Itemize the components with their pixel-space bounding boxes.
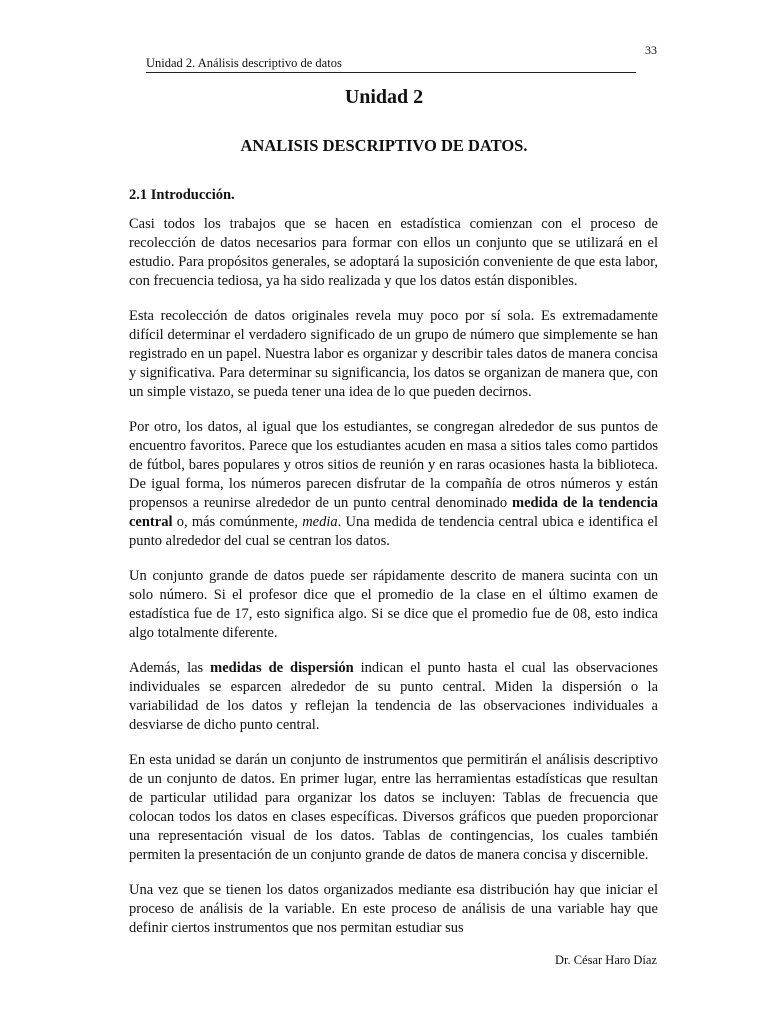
page-number: 33 bbox=[645, 43, 657, 57]
footer-author: Dr. César Haro Díaz bbox=[554, 953, 657, 967]
paragraph-3-text-c: . Una medida de tendencia central ubica e identifica el punto alrededor del cual se centran los datos. bbox=[129, 514, 658, 549]
paragraph-1: Casi todos los trabajos que se hacen en estadística comienzan con el proceso de recolección de datos necesarios para formar con ellos un conjunto que se utilizará en el estudio. Para propósitos generales, se adoptará la suposición conveniente de que esta labor, con frecuencia tediosa, ya ha sido realizada y que los datos están disponibles. bbox=[129, 216, 658, 289]
paragraph-5 bbox=[129, 659, 658, 735]
paragraph-3-text-a: Por otro, los datos, al igual que los estudiantes, se congregan alrededor de sus puntos de encuentro favoritos. Parece que los estudiantes acuden en masa a sitios tales como partidos de fútbol, bares populares y otros sitios de reunión y en raras ocasiones hasta la biblioteca. De igual forma, los números parecen disfrutar de la compañía de otros números y están propensos a reunirse alrededor de un punto central denominado bbox=[129, 419, 658, 511]
paragraph-7: Una vez que se tienen los datos organizados mediante esa distribución hay que iniciar el proceso de análisis de la variable. En este proceso de análisis de una variable hay que definir ciertos instrumentos que nos permitan estudiar sus bbox=[129, 882, 658, 936]
term-central-tendency: medida de la tendencia central bbox=[129, 495, 659, 530]
paragraph-4: Un conjunto grande de datos puede ser rápidamente descrito de manera sucinta con un solo número. Si el profesor dice que el promedio de la clase en el último examen de estadística fue de 17, esto significa algo. Si se dice que el promedio fue de 08, esto indica algo totalmente diferente. bbox=[129, 568, 658, 641]
body-text bbox=[129, 215, 658, 954]
paragraph-6: En esta unidad se darán un conjunto de instrumentos que permitirán el análisis descriptivo de un conjunto de datos. En primer lugar, entre las herramientas estadísticas que resultan de particular utilidad para organizar los datos se incluyen: Tablas de frecuencia que colocan todos los datos en clases específicas. Diversos gráficos que pueden proporcionar una representación visual de los datos. Tablas de contingencias, los cuales también permiten la presentación de un conjunto grande de datos de manera concisa y discernible. bbox=[129, 752, 658, 863]
term-dispersion: medidas de dispersión bbox=[210, 660, 354, 676]
paragraph-3-text-b: o, más comúnmente, bbox=[172, 514, 303, 530]
paragraph-3 bbox=[129, 418, 658, 551]
section-title: ANALISIS DESCRIPTIVO DE DATOS. bbox=[240, 136, 528, 155]
running-header: Unidad 2. Análisis descriptivo de datos bbox=[146, 56, 636, 73]
paragraph-5-text-a: Además, las bbox=[129, 660, 211, 676]
unit-title: Unidad 2 bbox=[344, 86, 424, 108]
paragraph-2: Esta recolección de datos originales revela muy poco por sí sola. Es extremadamente difícil determinar el verdadero significado de un grupo de número que simplemente se han registrado en un papel. Nuestra labor es organizar y describir tales datos de manera concisa y significativa. Para determinar su significancia, los datos se organizan de manera que, con un simple vistazo, se pueda tener una idea de lo que pueden decirnos. bbox=[129, 308, 658, 400]
subsection-title: 2.1 Introducción. bbox=[129, 187, 235, 203]
term-media: media bbox=[302, 514, 338, 530]
paragraph-5-text-b: indican el punto hasta el cual las observaciones individuales se esparcen alrededor de su punto central. Miden la dispersión o la variabilidad de los datos y reflejan la tendencia de las observaciones individuales a desviarse de dicho punto central. bbox=[129, 660, 658, 733]
